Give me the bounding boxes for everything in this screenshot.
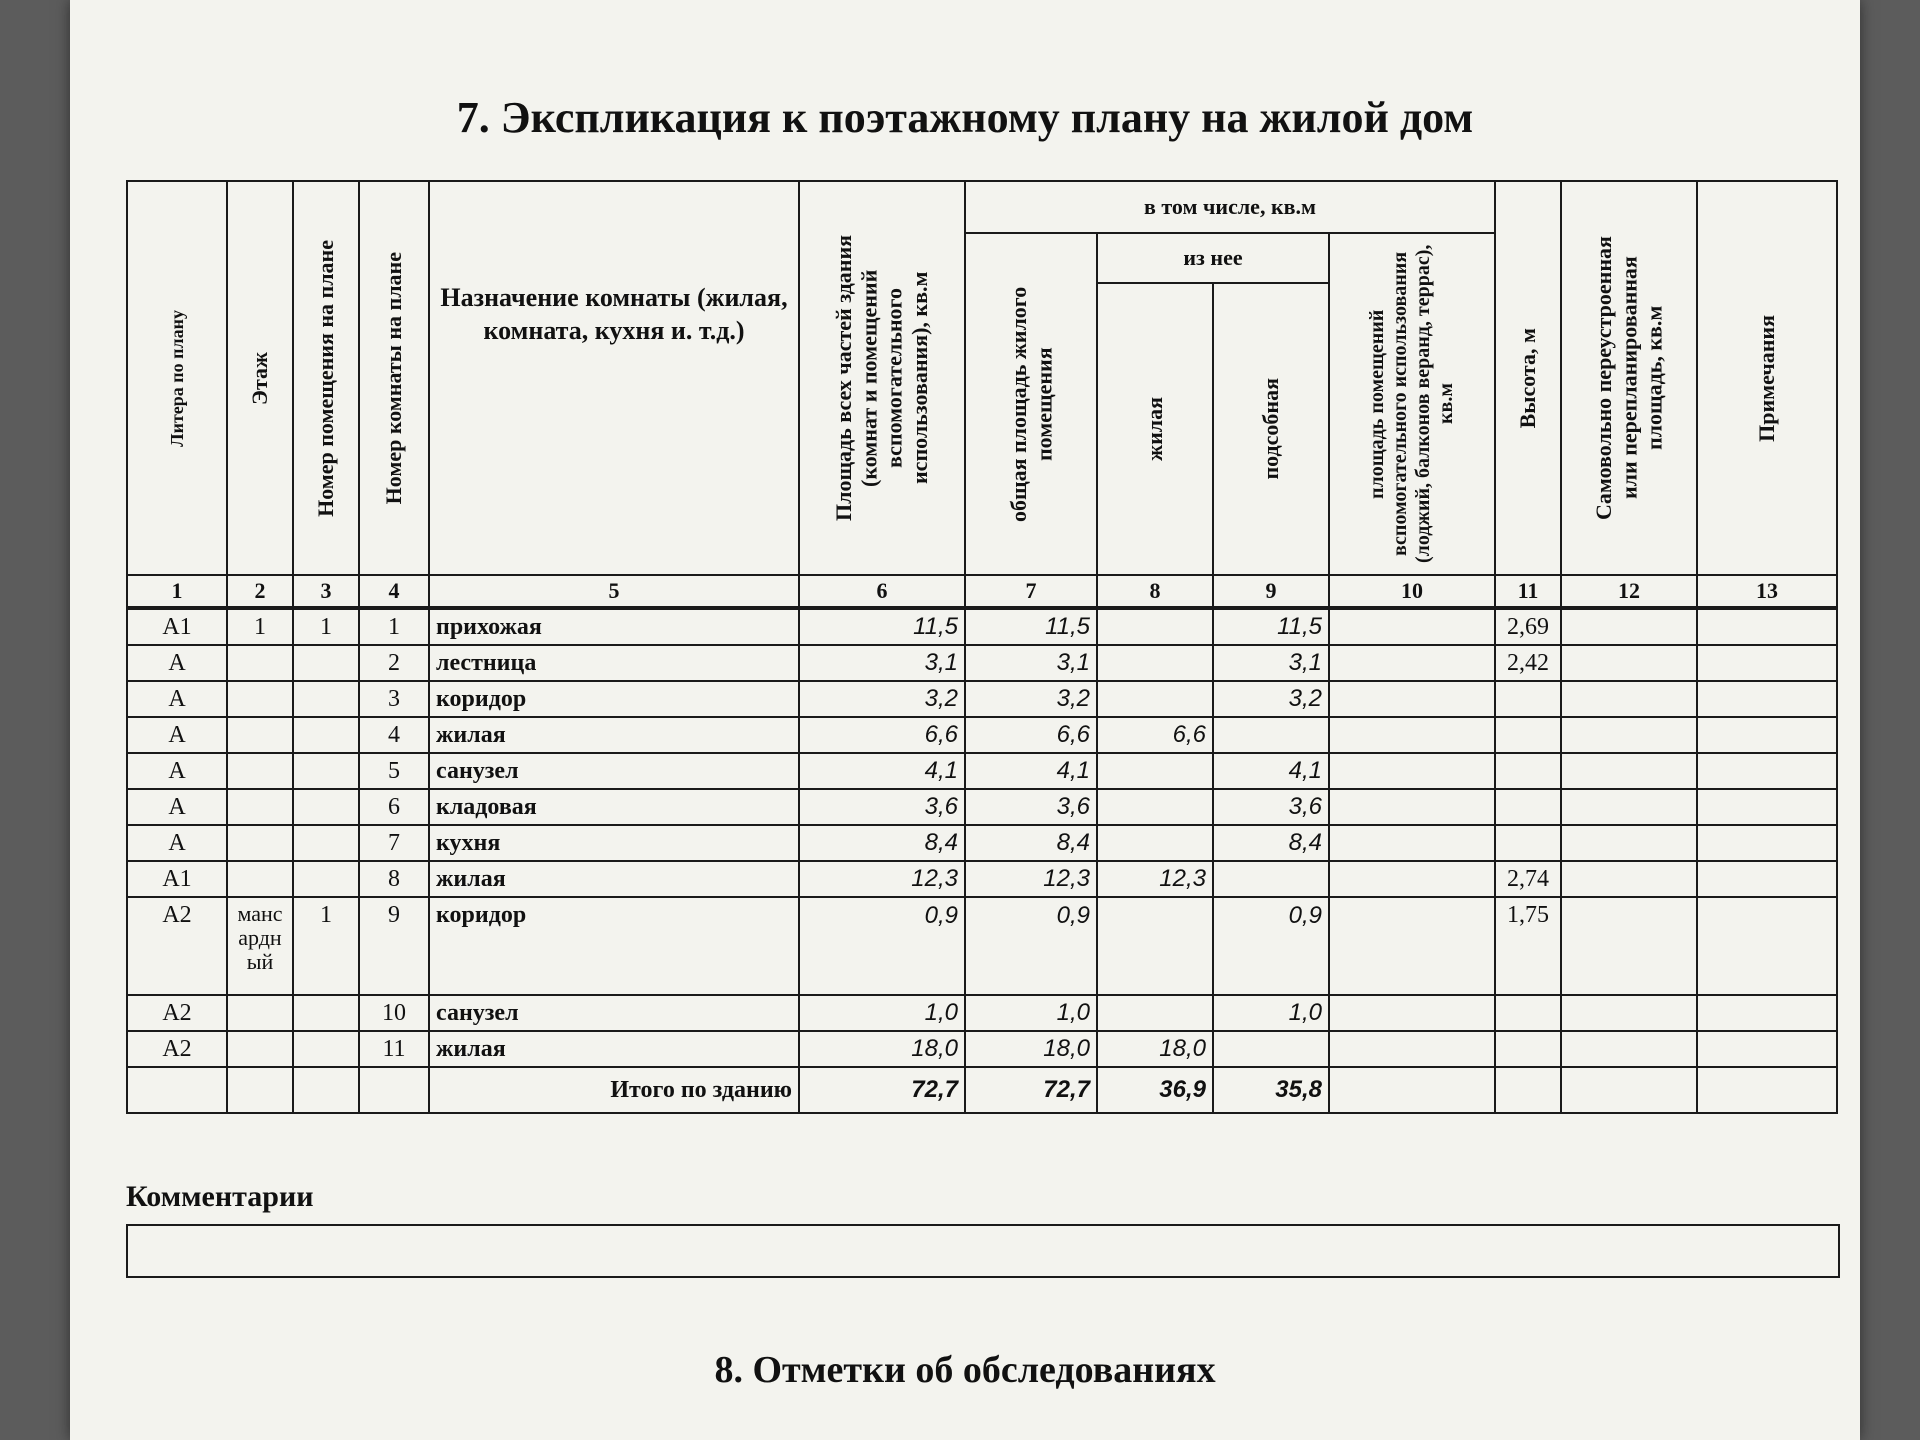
cell-primechaniya: [1697, 717, 1837, 753]
cell-zhilaya: 6,6: [1097, 717, 1213, 753]
cell-pomesh: [293, 753, 359, 789]
cell-litera: А2: [127, 995, 227, 1031]
total-podsobnaya: 35,8: [1213, 1067, 1329, 1113]
cell-etazh: [227, 995, 293, 1031]
cell-samovolno: [1561, 789, 1697, 825]
cell-vysota: [1495, 789, 1561, 825]
header-vspomog: площадь помещений вспомогательного использования (лоджий, балконов веранд, террас), кв.м: [1329, 233, 1495, 575]
column-number: 11: [1495, 575, 1561, 608]
cell-samovolno: [1561, 1031, 1697, 1067]
cell-etazh: [227, 1031, 293, 1067]
cell-podsobnaya: [1213, 717, 1329, 753]
cell-primechaniya: [1697, 897, 1837, 995]
cell-obshaya: 18,0: [965, 1031, 1097, 1067]
cell-vysota: 2,74: [1495, 861, 1561, 897]
cell-zhilaya: 18,0: [1097, 1031, 1213, 1067]
column-number: 6: [799, 575, 965, 608]
table-row: [127, 1031, 1837, 1067]
cell-pomesh: [293, 717, 359, 753]
cell-vseh: 18,0: [799, 1031, 965, 1067]
cell-litera: А1: [127, 861, 227, 897]
cell-primechaniya: [1697, 645, 1837, 681]
cell-litera: А2: [127, 1031, 227, 1067]
table-row: [127, 861, 1837, 897]
cell-etazh: [227, 753, 293, 789]
cell-etazh: мансардный: [227, 897, 293, 995]
cell-primechaniya: [1697, 681, 1837, 717]
cell-naznachenie: санузел: [429, 995, 799, 1031]
column-number: 1: [127, 575, 227, 608]
cell-podsobnaya: 0,9: [1213, 897, 1329, 995]
cell-etazh: [227, 789, 293, 825]
cell-litera: А: [127, 825, 227, 861]
table-row: [127, 681, 1837, 717]
cell-komn: 7: [359, 825, 429, 861]
cell-pomesh: [293, 825, 359, 861]
cell-vysota: 2,69: [1495, 608, 1561, 645]
cell-podsobnaya: 1,0: [1213, 995, 1329, 1031]
column-number: 3: [293, 575, 359, 608]
header-podsobnaya: подсобная: [1213, 283, 1329, 575]
cell-etazh: [227, 645, 293, 681]
cell-zhilaya: [1097, 789, 1213, 825]
cell-zhilaya: [1097, 825, 1213, 861]
column-number: 13: [1697, 575, 1837, 608]
column-number: 10: [1329, 575, 1495, 608]
cell-vspomog: [1329, 861, 1495, 897]
cell-zhilaya: [1097, 681, 1213, 717]
cell-obshaya: 12,3: [965, 861, 1097, 897]
cell-vysota: [1495, 681, 1561, 717]
total-obshaya: 72,7: [965, 1067, 1097, 1113]
column-numbers-row: [127, 575, 1837, 608]
total-row: [127, 1067, 1837, 1113]
table-row: [127, 645, 1837, 681]
cell-litera: А: [127, 753, 227, 789]
cell-vspomog: [1329, 608, 1495, 645]
cell-zhilaya: [1097, 608, 1213, 645]
cell-podsobnaya: 3,2: [1213, 681, 1329, 717]
cell-zhilaya: [1097, 995, 1213, 1031]
cell-primechaniya: [1697, 608, 1837, 645]
cell-litera: А2: [127, 897, 227, 995]
cell-vysota: 1,75: [1495, 897, 1561, 995]
header-samovolno: Самовольно переустроенная или перепланированная площадь, кв.м: [1561, 181, 1697, 575]
cell-vseh: 1,0: [799, 995, 965, 1031]
cell-vysota: 2,42: [1495, 645, 1561, 681]
cell-vysota: [1495, 1031, 1561, 1067]
total-zhilaya: 36,9: [1097, 1067, 1213, 1113]
header-v-tom-chisle: в том числе, кв.м: [965, 181, 1495, 233]
header-zhilaya: жилая: [1097, 283, 1213, 575]
cell-primechaniya: [1697, 753, 1837, 789]
cell-vspomog: [1329, 717, 1495, 753]
table-row: [127, 608, 1837, 645]
header-naznachenie: Назначение комнаты (жилая, комната, кухня и. т.д.): [429, 181, 799, 575]
cell-vspomog: [1329, 995, 1495, 1031]
cell-komn: 8: [359, 861, 429, 897]
column-number: 8: [1097, 575, 1213, 608]
cell-samovolno: [1561, 717, 1697, 753]
column-number: 2: [227, 575, 293, 608]
cell-podsobnaya: 8,4: [1213, 825, 1329, 861]
cell-primechaniya: [1697, 825, 1837, 861]
cell-vspomog: [1329, 681, 1495, 717]
cell-primechaniya: [1697, 1031, 1837, 1067]
cell-samovolno: [1561, 681, 1697, 717]
cell-podsobnaya: 3,1: [1213, 645, 1329, 681]
header-litera: Литера по плану: [127, 181, 227, 575]
cell-litera: А: [127, 789, 227, 825]
column-number: 7: [965, 575, 1097, 608]
cell-samovolno: [1561, 897, 1697, 995]
cell-komn: 3: [359, 681, 429, 717]
cell-komn: 9: [359, 897, 429, 995]
total-label: Итого по зданию: [429, 1067, 799, 1113]
cell-naznachenie: прихожая: [429, 608, 799, 645]
cell-vseh: 3,6: [799, 789, 965, 825]
cell-samovolno: [1561, 861, 1697, 897]
cell-naznachenie: кладовая: [429, 789, 799, 825]
cell-vseh: 12,3: [799, 861, 965, 897]
comments-box: [126, 1224, 1840, 1278]
cell-naznachenie: кухня: [429, 825, 799, 861]
cell-vseh: 4,1: [799, 753, 965, 789]
cell-obshaya: 3,2: [965, 681, 1097, 717]
cell-vysota: [1495, 825, 1561, 861]
cell-etazh: 1: [227, 608, 293, 645]
cell-litera: А: [127, 717, 227, 753]
cell-vysota: [1495, 717, 1561, 753]
cell-obshaya: 6,6: [965, 717, 1097, 753]
header-row-1: [127, 181, 1837, 233]
cell-komn: 5: [359, 753, 429, 789]
cell-obshaya: 4,1: [965, 753, 1097, 789]
header-nomer-komn: Номер комнаты на плане: [359, 181, 429, 575]
cell-pomesh: 1: [293, 608, 359, 645]
cell-pomesh: [293, 995, 359, 1031]
cell-vspomog: [1329, 645, 1495, 681]
cell-komn: 10: [359, 995, 429, 1031]
cell-primechaniya: [1697, 995, 1837, 1031]
cell-obshaya: 8,4: [965, 825, 1097, 861]
cell-litera: А: [127, 645, 227, 681]
cell-vseh: 8,4: [799, 825, 965, 861]
cell-primechaniya: [1697, 789, 1837, 825]
cell-pomesh: [293, 681, 359, 717]
cell-obshaya: 0,9: [965, 897, 1097, 995]
cell-naznachenie: жилая: [429, 717, 799, 753]
cell-naznachenie: санузел: [429, 753, 799, 789]
cell-samovolno: [1561, 825, 1697, 861]
cell-obshaya: 1,0: [965, 995, 1097, 1031]
table-row: [127, 753, 1837, 789]
table-row: [127, 717, 1837, 753]
cell-pomesh: 1: [293, 897, 359, 995]
cell-naznachenie: жилая: [429, 1031, 799, 1067]
cell-obshaya: 3,1: [965, 645, 1097, 681]
cell-etazh: [227, 861, 293, 897]
cell-primechaniya: [1697, 861, 1837, 897]
cell-komn: 4: [359, 717, 429, 753]
cell-pomesh: [293, 789, 359, 825]
cell-komn: 11: [359, 1031, 429, 1067]
header-ploshad-vseh: Площадь всех частей здания (комнат и помещений вспомогательного использования), кв.м: [799, 181, 965, 575]
cell-podsobnaya: [1213, 861, 1329, 897]
document-sheet: [70, 0, 1860, 1440]
cell-vspomog: [1329, 825, 1495, 861]
cell-samovolno: [1561, 645, 1697, 681]
cell-komn: 6: [359, 789, 429, 825]
cell-vspomog: [1329, 897, 1495, 995]
cell-vseh: 3,2: [799, 681, 965, 717]
cell-vspomog: [1329, 1031, 1495, 1067]
cell-etazh: [227, 717, 293, 753]
cell-vspomog: [1329, 753, 1495, 789]
cell-podsobnaya: 11,5: [1213, 608, 1329, 645]
header-obshaya: общая площадь жилого помещения: [965, 233, 1097, 575]
cell-naznachenie: коридор: [429, 897, 799, 995]
cell-pomesh: [293, 861, 359, 897]
table-row: [127, 789, 1837, 825]
cell-komn: 2: [359, 645, 429, 681]
cell-litera: А: [127, 681, 227, 717]
cell-zhilaya: [1097, 897, 1213, 995]
cell-obshaya: 3,6: [965, 789, 1097, 825]
column-number: 9: [1213, 575, 1329, 608]
cell-vseh: 11,5: [799, 608, 965, 645]
cell-komn: 1: [359, 608, 429, 645]
cell-podsobnaya: 3,6: [1213, 789, 1329, 825]
cell-etazh: [227, 681, 293, 717]
explication-table: [126, 180, 1838, 1114]
cell-vseh: 0,9: [799, 897, 965, 995]
cell-pomesh: [293, 1031, 359, 1067]
cell-vspomog: [1329, 789, 1495, 825]
cell-vseh: 6,6: [799, 717, 965, 753]
total-vseh: 72,7: [799, 1067, 965, 1113]
column-number: 4: [359, 575, 429, 608]
page-title: 7. Экспликация к поэтажному плану на жилой дом: [456, 93, 1474, 142]
cell-litera: А1: [127, 608, 227, 645]
header-etazh: Этаж: [227, 181, 293, 575]
header-nomer-pomesh: Номер помещения на плане: [293, 181, 359, 575]
cell-samovolno: [1561, 753, 1697, 789]
table-row: [127, 995, 1837, 1031]
comments-title: Комментарии: [126, 1180, 314, 1213]
column-number: 5: [429, 575, 799, 608]
cell-vysota: [1495, 995, 1561, 1031]
cell-zhilaya: [1097, 645, 1213, 681]
cell-obshaya: 11,5: [965, 608, 1097, 645]
header-iz-nee: из нее: [1097, 233, 1329, 283]
table-row: [127, 897, 1837, 995]
cell-zhilaya: 12,3: [1097, 861, 1213, 897]
cell-podsobnaya: [1213, 1031, 1329, 1067]
column-number: 12: [1561, 575, 1697, 608]
section-8-title: 8. Отметки об обследованиях: [714, 1349, 1216, 1391]
cell-pomesh: [293, 645, 359, 681]
header-primechaniya: Примечания: [1697, 181, 1837, 575]
table-row: [127, 825, 1837, 861]
cell-naznachenie: жилая: [429, 861, 799, 897]
cell-etazh: [227, 825, 293, 861]
cell-vysota: [1495, 753, 1561, 789]
cell-samovolno: [1561, 995, 1697, 1031]
cell-naznachenie: лестница: [429, 645, 799, 681]
header-vysota: Высота, м: [1495, 181, 1561, 575]
cell-vseh: 3,1: [799, 645, 965, 681]
cell-samovolno: [1561, 608, 1697, 645]
cell-podsobnaya: 4,1: [1213, 753, 1329, 789]
cell-naznachenie: коридор: [429, 681, 799, 717]
cell-zhilaya: [1097, 753, 1213, 789]
